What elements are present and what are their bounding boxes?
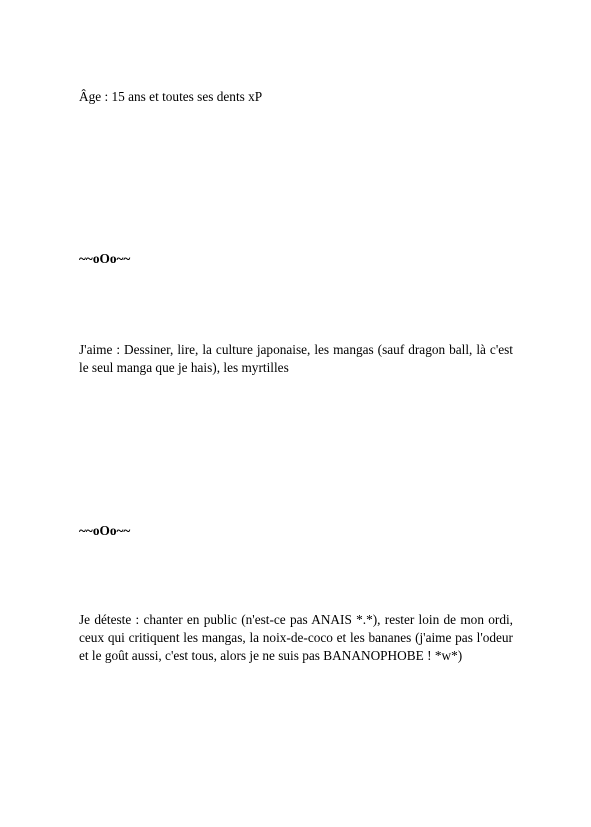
age-paragraph: Âge : 15 ans et toutes ses dents xP (79, 89, 263, 104)
section-separator: ~~oOo~~ (79, 251, 131, 266)
section-separator: ~~oOo~~ (79, 523, 131, 538)
dislikes-paragraph: Je déteste : chanter en public (n'est-ce pas ANAIS *.*), rester loin de mon ordi, ceux qui critiquent les mangas, la noix-de-coco et les bananes (j'aime pas l'odeur et le goût aussi, c'est tous, alors je ne suis pas BANANOPHOBE ! *w*) (79, 612, 513, 663)
likes-paragraph: J'aime : Dessiner, lire, la culture japonaise, les mangas (sauf dragon ball, là c'est le seul manga que je hais), les myrtilles (79, 342, 513, 375)
